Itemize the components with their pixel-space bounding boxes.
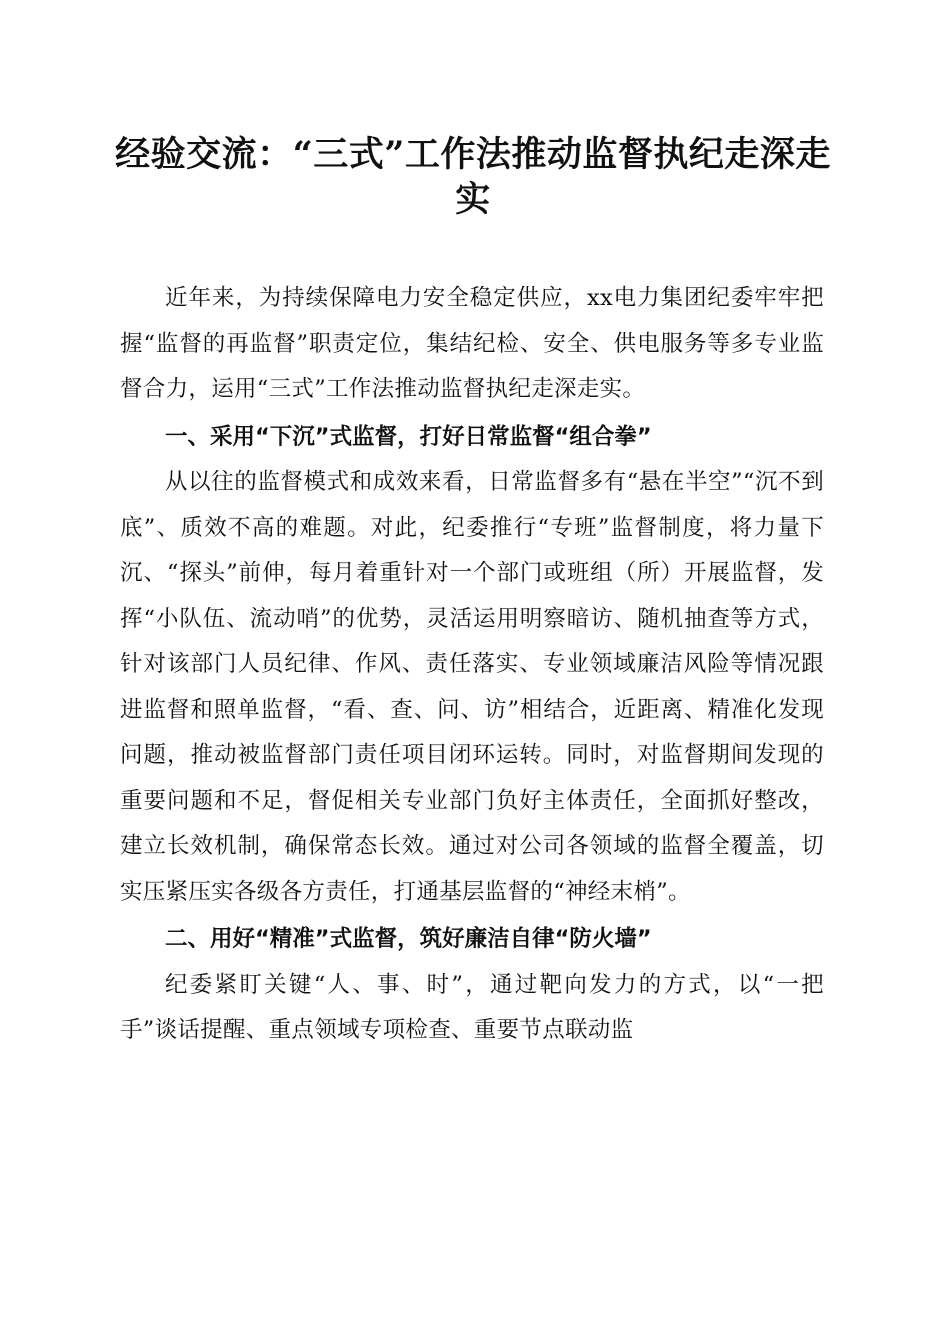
document-title: 经验交流：“三式”工作法推动监督执纪走深走实 [115, 134, 831, 220]
section-1-heading: 一、采用“下沉”式监督，打好日常监督“组合拳” [165, 423, 652, 450]
section-2-heading: 二、用好“精准”式监督，筑好廉洁自律“防火墙” [165, 926, 652, 952]
document-body [120, 276, 824, 1054]
section-2-paragraph: 纪委紧盯关键“人、事、时”，通过靶向发力的方式，以“一把手”谈话提醒、重点领域专项检查、重要节点联动监 [120, 971, 824, 1043]
intro-paragraph: 近年来，为持续保障电力安全稳定供应，xx电力集团纪委牢牢把握“监督的再监督”职责定位，集结纪检、安全、供电服务等多专业监督合力，运用“三式”工作法推动监督执纪走深走实。 [120, 285, 824, 402]
section-1-paragraph: 从以往的监督模式和成效来看，日常监督多有“悬在半空”“沉不到底”、质效不高的难题。对此，纪委推行“专班”监督制度，将力量下沉、“探头”前伸，每月着重针对一个部门或班组（所）开展监督，发挥“小队伍、流动哨”的优势，灵活运用明察暗访、随机抽查等方式，针对该部门人员纪律、作风、责任落实、专业领域廉洁风险等情况跟进监督和照单监督，“看、查、问、访”相结合，近距离、精准化发现问题，推动被监督部门责任项目闭环运转。同时，对监督期间发现的重要问题和不足，督促相关专业部门负好主体责任，全面抓好整改，建立长效机制，确保常态长效。通过对公司各领域的监督全覆盖，切实压紧压实各级各方责任，打通基层监督的“神经末梢”。 [120, 469, 824, 905]
